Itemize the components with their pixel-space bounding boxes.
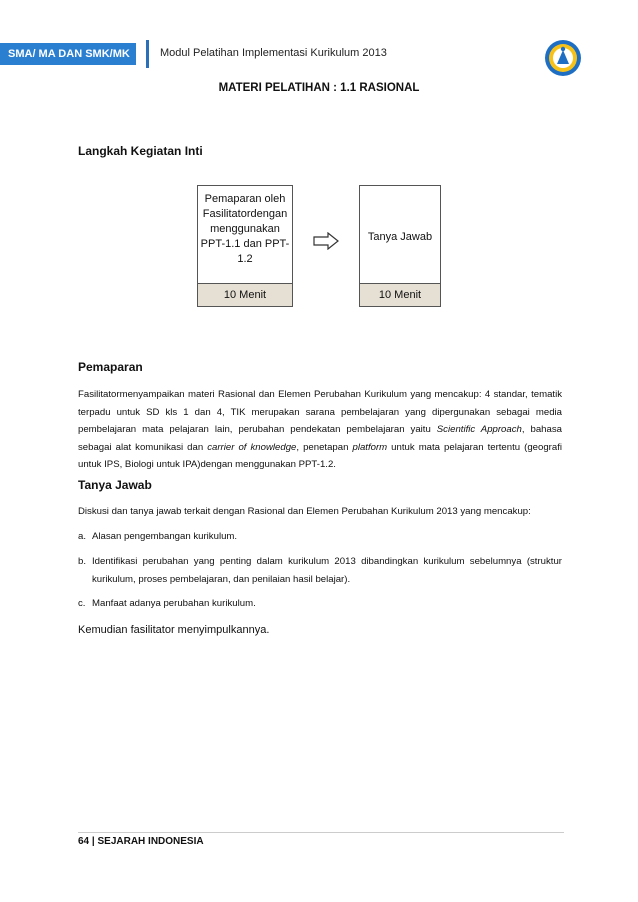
tanya-jawab-intro: Diskusi dan tanya jawab terkait dengan Rasional dan Elemen Perubahan Kurikulum 2013 yang mencakup: (78, 506, 531, 517)
header-badge: SMA/ MA DAN SMK/MK (0, 43, 136, 65)
tut-wuri-handayani-logo-icon (543, 38, 583, 78)
list-item (78, 595, 562, 613)
list-item-text: Alasan pengembangan kurikulum. (92, 531, 238, 542)
list-item-text: Identifikasi perubahan yang penting dalam kurikulum 2013 dibandingkan kurikulum sebelumnya (struktur kurikulum, proses pembelajaran, dan penilaian hasil belajar). (92, 556, 562, 585)
list-item-text: Manfaat adanya perubahan kurikulum. (92, 598, 256, 609)
flow-box-pemaparan-text (198, 192, 292, 267)
flow-box-tanya-jawab (359, 185, 441, 307)
paragraph-italic: Scientific Approach (436, 424, 522, 435)
header-divider (146, 40, 149, 68)
page-footer: 64 | SEJARAH INDONESIA (78, 836, 204, 847)
list-item (78, 528, 562, 546)
list-item (78, 553, 562, 588)
flow-box-tanya-jawab-duration: 10 Menit (360, 283, 440, 306)
arrow-right-icon (313, 232, 339, 250)
paragraph-text: , bahasa sebagai alat komunikasi dan (78, 424, 562, 453)
flow-box-line: Pemaparan oleh (204, 193, 286, 205)
flow-box-pemaparan-duration: 10 Menit (198, 283, 292, 306)
paragraph-text: Fasilitatormenyampaikan materi Rasional dan Elemen Perubahan Kurikulum yang mencakup: 4 standar, tematik terpadu untuk SD kls 1 dan 4, TIK merupakan sarana pembelajaran yang dipergunakan sebagai media pembelajaran mata pelajaran lain, perubahan pendekatan pembelajaran yaitu (78, 389, 562, 435)
footer-divider (78, 832, 564, 833)
section-title: MATERI PELATIHAN : 1.1 RASIONAL (218, 82, 420, 94)
list-marker: b. (78, 556, 87, 567)
paragraph-text: , penetapan (296, 441, 353, 453)
flow-box-tanya-jawab-label: Tanya Jawab (367, 231, 433, 243)
pemaparan-heading: Pemaparan (78, 360, 143, 374)
flow-box-line: Fasilitatordengan (202, 208, 288, 220)
header-title: Modul Pelatihan Implementasi Kurikulum 2013 (160, 47, 387, 59)
pemaparan-paragraph (78, 386, 562, 474)
closing-sentence: Kemudian fasilitator menyimpulkannya. (78, 624, 270, 636)
flow-box-pemaparan (197, 185, 293, 307)
paragraph-text: untuk mata pelajaran tertentu (geografi untuk IPS, Biologi untuk IPA)dengan menggunakan PPT-1.2. (78, 441, 563, 470)
list-marker: c. (78, 598, 86, 609)
steps-heading: Langkah Kegiatan Inti (78, 144, 203, 158)
paragraph-italic: platform (352, 441, 388, 453)
flow-box-line: menggunakan (210, 223, 280, 235)
list-marker: a. (78, 531, 87, 542)
flow-box-line: 1.2 (237, 253, 253, 265)
tanya-jawab-heading: Tanya Jawab (78, 478, 152, 492)
flow-box-line: PPT-1.1 dan PPT- (200, 238, 290, 250)
paragraph-italic: carrier of knowledge (207, 441, 297, 453)
